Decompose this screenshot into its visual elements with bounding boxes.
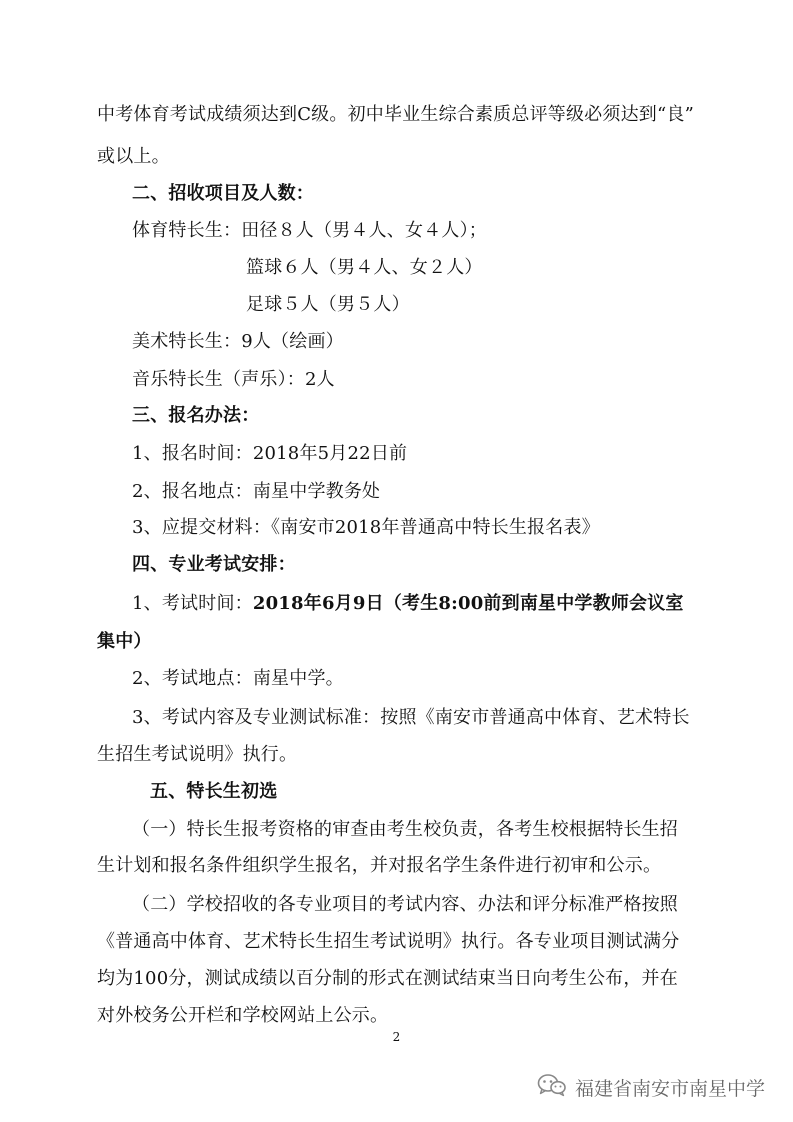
text-line: 1、报名时间：2018年5月22日前: [132, 443, 408, 464]
text-line: 2、报名地点：南星中学教务处: [132, 481, 381, 502]
text-line-lead: 1、考试时间：: [132, 593, 253, 614]
text-line: 集中）: [97, 631, 152, 652]
text-line: 2、考试地点：南星中学。: [132, 668, 344, 689]
wechat-icon: [537, 1072, 567, 1103]
text-line: 《普通高中体育、艺术特长生招生考试说明》执行。各专业项目测试满分: [97, 931, 680, 952]
section-heading: 二、招收项目及人数：: [132, 183, 314, 204]
section-heading: 五、特长生初选: [150, 781, 278, 802]
text-line: 体育特长生：田径８人（男４人、女４人）；: [132, 220, 487, 241]
text-line: 对外校务公开栏和学校网站上公示。: [97, 1005, 389, 1026]
text-line: 足球５人（男５人）: [246, 294, 410, 315]
text-line: 3、考试内容及专业测试标准：按照《南安市普通高中体育、艺术特长: [132, 707, 690, 728]
text-line: [132, 592, 793, 616]
section-heading: 三、报名办法：: [132, 405, 260, 426]
page-number: 2: [392, 1030, 401, 1044]
text-line: 或以上。: [97, 146, 170, 167]
text-line: 中考体育考试成绩须达到C级。初中毕业生综合素质总评等级必须达到“良”: [97, 104, 694, 125]
text-line: 篮球６人（男４人、女２人）: [246, 257, 483, 278]
watermark: [537, 1072, 765, 1102]
text-line: 生招生考试说明》执行。: [97, 744, 298, 765]
text-line: 3、应提交材料：《南安市2018年普通高中特长生报名表》: [132, 517, 600, 538]
text-line: 均为100分，测试成绩以百分制的形式在测试结束当日向考生公布，并在: [97, 968, 678, 989]
text-line: 音乐特长生（声乐）：2人: [132, 369, 335, 390]
exam-time-value: 2018年6月9日（考生8:00前到南星中学教师会议室: [252, 593, 684, 614]
text-line: 生计划和报名条件组织学生报名，并对报名学生条件进行初审和公示。: [97, 855, 662, 876]
text-line: （一）特长生报考资格的审查由考生校负责，各考生校根据特长生招: [132, 819, 678, 840]
watermark-text: 福建省南安市南星中学: [574, 1077, 765, 1100]
text-line: （二）学校招收的各专业项目的考试内容、办法和评分标准严格按照: [132, 894, 678, 915]
text-line: 美术特长生：9人（绘画）: [132, 331, 344, 352]
section-heading: 四、专业考试安排：: [132, 554, 296, 575]
